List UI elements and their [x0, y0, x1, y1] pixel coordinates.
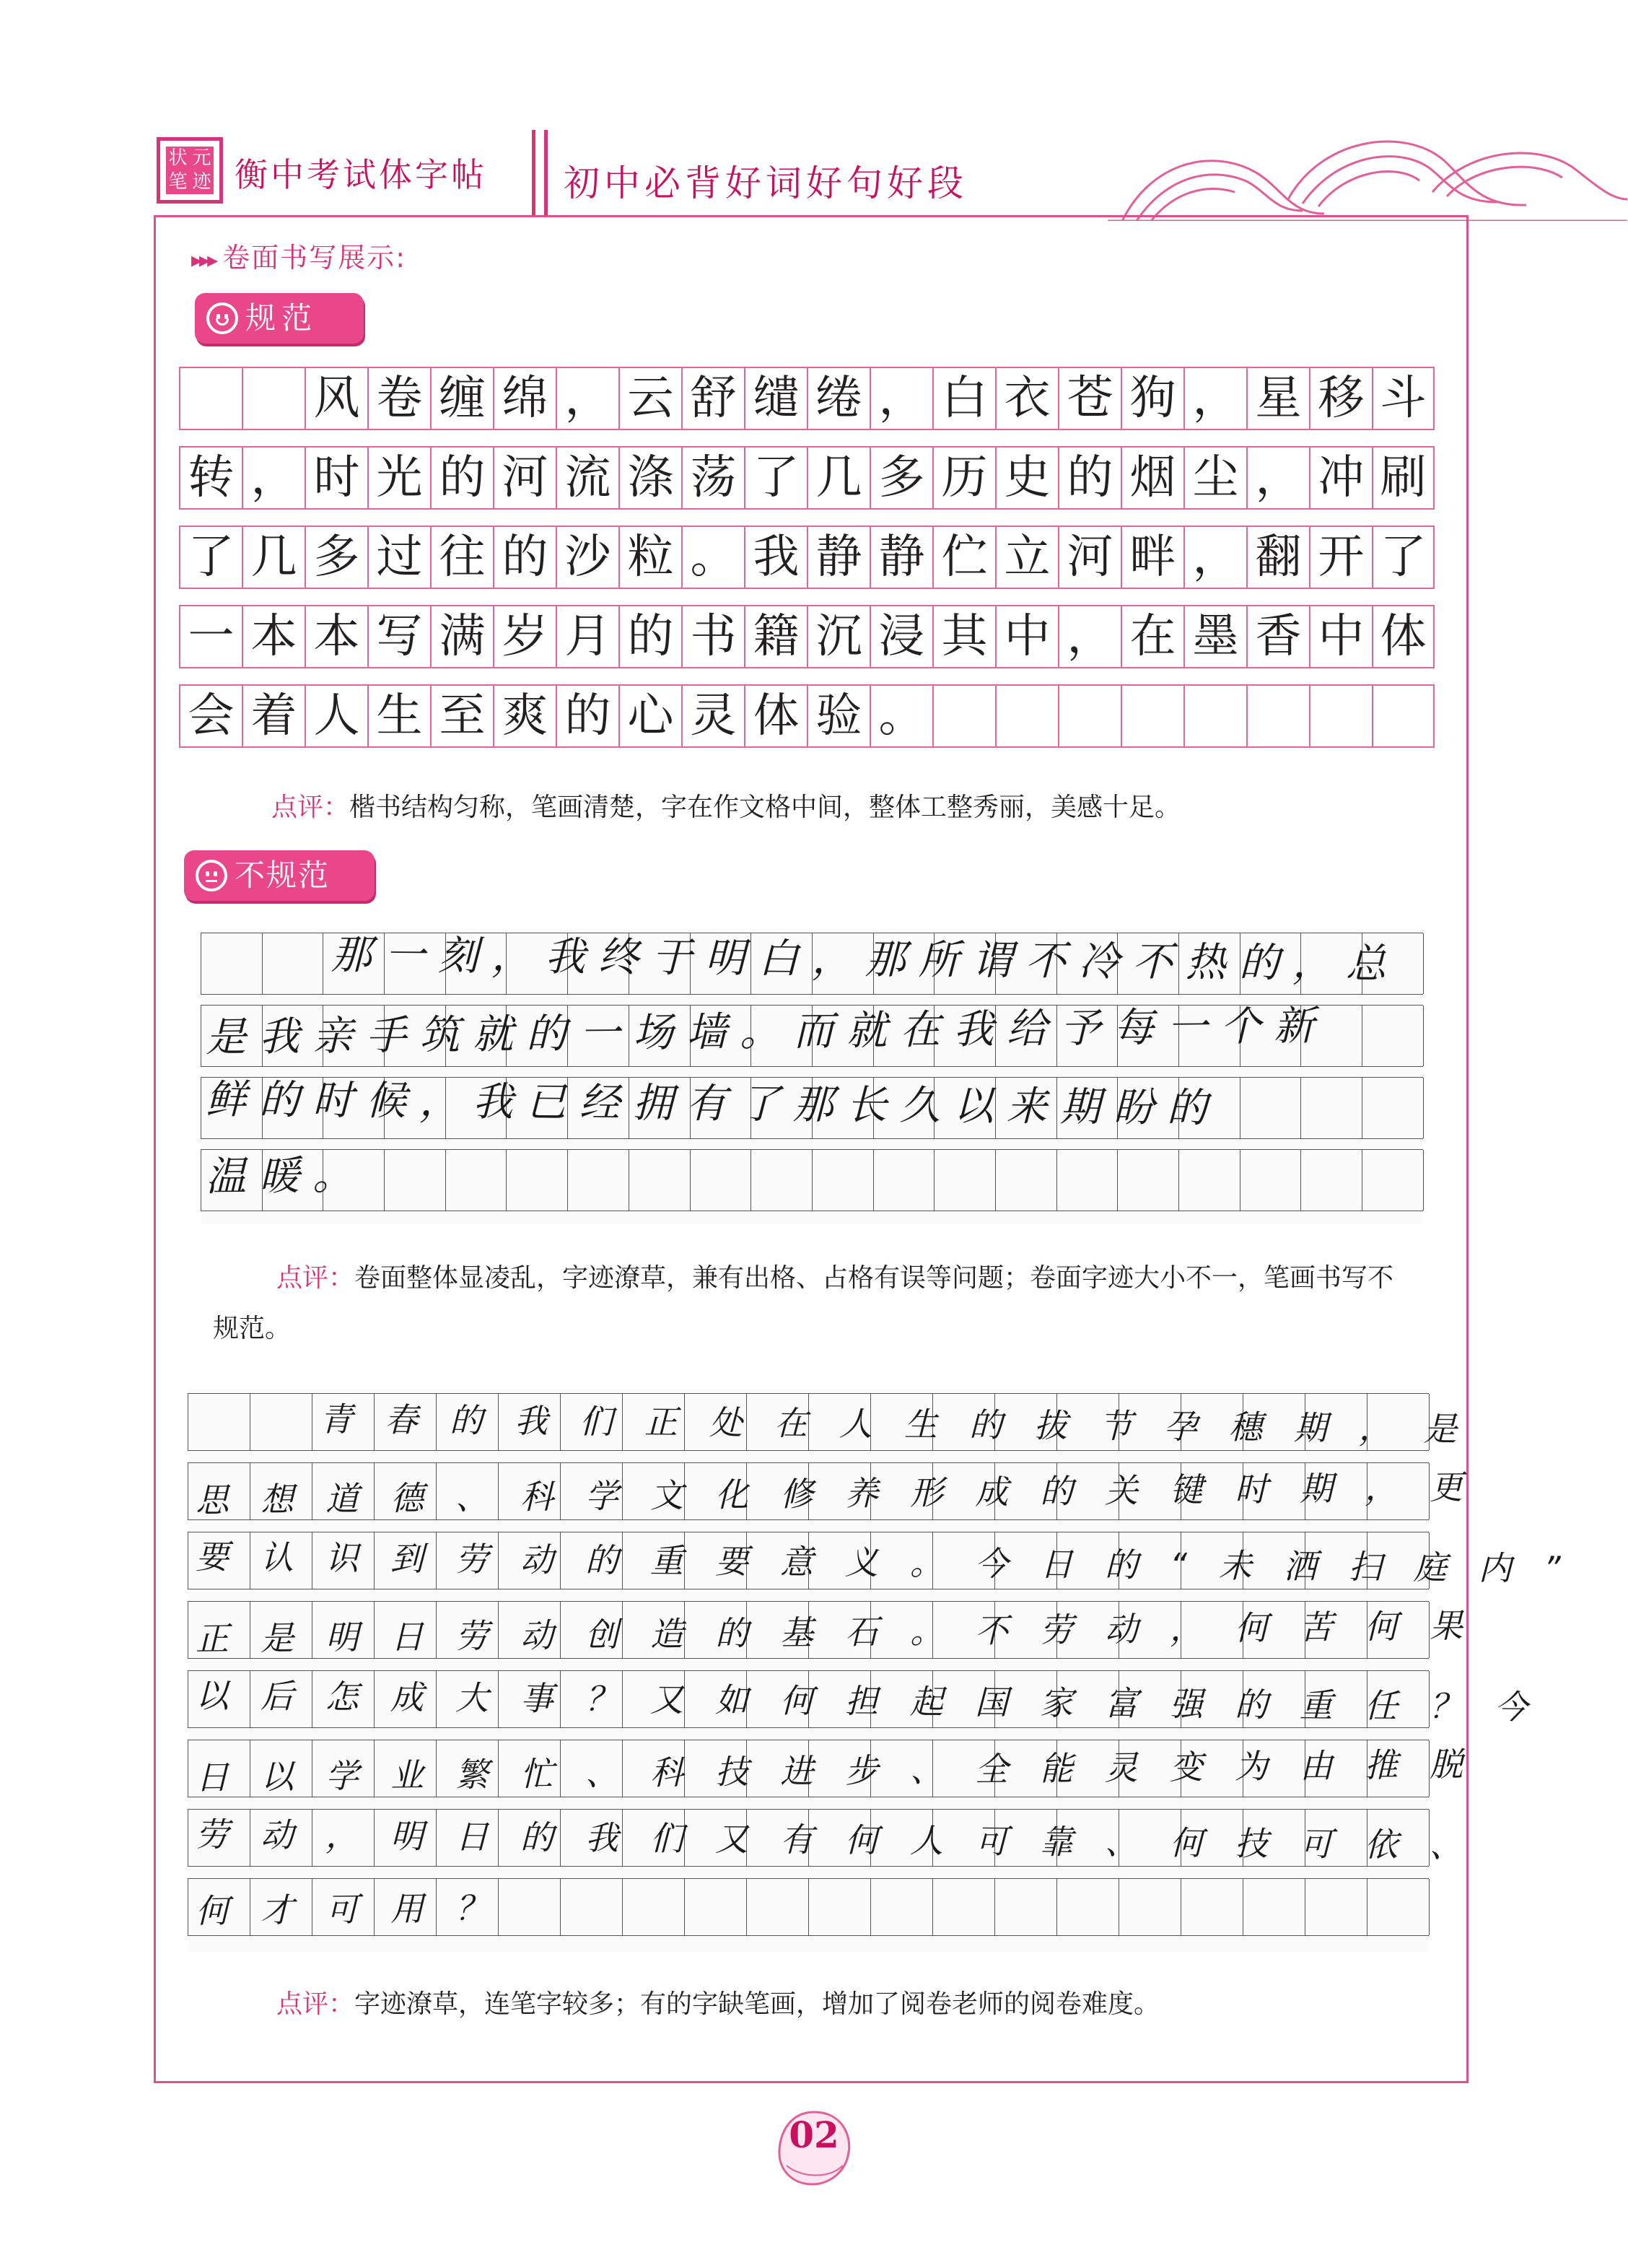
grid-cell: [568, 1150, 629, 1211]
grid-cell: 移: [1309, 367, 1372, 430]
good-example-comment: [271, 787, 1498, 824]
grid-cell: 白: [932, 367, 995, 430]
comment-label: 点评：: [271, 793, 350, 822]
grid-cell: 心: [618, 684, 681, 748]
arrow-bullets-icon: ▸▸▸: [191, 248, 216, 273]
grid-cell: 卷: [367, 367, 430, 430]
grid-cell: [250, 1394, 312, 1450]
grid-cell: 浸: [870, 605, 932, 668]
grid-cell: 河: [493, 446, 556, 510]
grid-cell: 体: [744, 684, 807, 748]
page-number-badge: [771, 2108, 857, 2189]
grid-cell: [996, 1150, 1057, 1211]
grid-cell: 中: [1309, 605, 1372, 668]
handwriting-row: [188, 1532, 1593, 1589]
grid-cell: 刷: [1372, 446, 1435, 510]
grid-cell: 星: [1246, 367, 1309, 430]
grid-cell: 伫: [932, 525, 995, 589]
grid-cell: ，: [556, 367, 618, 430]
grid-row: [179, 684, 1435, 748]
grid-cell: 着: [242, 684, 305, 748]
handwriting-row: [201, 933, 1423, 995]
grid-cell: [871, 1879, 933, 1935]
bad-example-comment-1: [213, 1253, 1404, 1354]
grid-cell: 翻: [1246, 525, 1309, 589]
grid-cell: [874, 1150, 935, 1211]
brand-logo: [157, 137, 223, 204]
comment-text: 楷书结构匀称，笔画清楚，字在作文格中间，整体工整秀丽，美感十足。: [349, 793, 1181, 822]
grid-cell: 其: [932, 605, 995, 668]
grid-cell: [933, 1879, 995, 1935]
grid-cell: [1057, 1150, 1119, 1211]
grid-row: [179, 525, 1435, 589]
grid-cell: 了: [1372, 525, 1435, 589]
grid-cell: 几: [807, 446, 870, 510]
header-divider: [532, 130, 548, 217]
handwriting-text: 日以学业繁忙、科技进步、全能灵变为由推脱: [195, 1744, 1495, 1797]
grid-cell: 人: [305, 684, 367, 748]
grid-cell: 。: [681, 525, 744, 589]
grid-cell: 体: [1372, 605, 1435, 668]
handwriting-text: 劳动，明日的我们又有何人可靠、何技可依、: [195, 1815, 1495, 1865]
handwriting-row: [188, 1740, 1495, 1797]
grid-cell: [1121, 684, 1183, 748]
grid-cell: [1246, 684, 1309, 748]
grid-cell: 往: [430, 525, 493, 589]
grid-cell: 史: [995, 446, 1058, 510]
grid-cell: 的: [556, 684, 618, 748]
grid-cell: [685, 1879, 747, 1935]
grid-cell: [507, 1150, 568, 1211]
grid-cell: 转: [179, 446, 242, 510]
bad-example-label-text: 不规范: [235, 858, 331, 893]
grid-cell: 的: [618, 605, 681, 668]
grid-cell: 生: [367, 684, 430, 748]
grid-cell: 苍: [1058, 367, 1121, 430]
grid-cell: 岁: [493, 605, 556, 668]
grid-cell: 静: [870, 525, 932, 589]
grid-cell: 一: [179, 605, 242, 668]
handwriting-row: [188, 1878, 1429, 1936]
grid-row: [179, 605, 1435, 668]
grid-cell: [1367, 1879, 1430, 1935]
handwriting-row: [188, 1462, 1495, 1520]
grid-cell: ，: [242, 446, 305, 510]
grid-cell: 写: [367, 605, 430, 668]
logo-char: 迹: [192, 171, 211, 193]
grid-cell: [201, 933, 263, 994]
grid-cell: [751, 1150, 813, 1211]
grid-cell: 尘: [1183, 446, 1246, 510]
grid-cell: [1179, 1150, 1240, 1211]
wave-ornament-icon: [1108, 120, 1627, 221]
grid-cell: 了: [179, 525, 242, 589]
grid-cell: 历: [932, 446, 995, 510]
grid-cell: 验: [807, 684, 870, 748]
grid-cell: [1058, 684, 1121, 748]
grid-cell: 月: [556, 605, 618, 668]
grid-cell: 的: [1058, 446, 1121, 510]
handwriting-text: 正是明日劳动创造的基石。不劳动，何苦何果: [195, 1605, 1495, 1659]
grid-cell: 绵: [493, 367, 556, 430]
grid-cell: [1301, 1078, 1362, 1138]
grid-cell: 开: [1309, 525, 1372, 589]
grid-cell: [188, 1394, 250, 1450]
grid-cell: 本: [305, 605, 367, 668]
grid-cell: 缱: [744, 367, 807, 430]
grid-cell: [623, 1879, 685, 1935]
grid-cell: 籍: [744, 605, 807, 668]
grid-cell: 了: [744, 446, 807, 510]
handwriting-sample-1: [201, 928, 1423, 1224]
grid-cell: 舒: [681, 367, 744, 430]
handwriting-text: 鲜的时候，我已经拥有了那长久以来期盼的: [205, 1076, 1221, 1133]
page-header: [148, 123, 1627, 217]
grid-cell: [1183, 684, 1246, 748]
grid-cell: [1243, 1879, 1305, 1935]
grid-cell: 狗: [1121, 367, 1183, 430]
grid-cell: [932, 684, 995, 748]
handwriting-text: 何才可用？: [195, 1888, 521, 1931]
handwriting-row: [188, 1393, 1489, 1451]
grid-row: [179, 367, 1435, 430]
comment-label: 点评：: [276, 1989, 355, 2019]
grid-cell: 静: [807, 525, 870, 589]
grid-cell: 过: [367, 525, 430, 589]
handwriting-row: [201, 1149, 1423, 1211]
grid-cell: 光: [367, 446, 430, 510]
grid-cell: 书: [681, 605, 744, 668]
grid-cell: [385, 1150, 446, 1211]
book-name: 衡中考试体字帖: [235, 155, 487, 194]
grid-cell: [629, 1150, 691, 1211]
bad-example-comment-2: [213, 1979, 1404, 2030]
neutral-face-icon: [196, 860, 227, 891]
grid-cell: 风: [305, 367, 367, 430]
grid-cell: 香: [1246, 605, 1309, 668]
handwriting-row: [188, 1809, 1495, 1867]
grid-cell: [1118, 1150, 1179, 1211]
grid-cell: [809, 1879, 871, 1935]
grid-cell: [813, 1150, 874, 1211]
grid-cell: 沙: [556, 525, 618, 589]
grid-cell: [1362, 1006, 1424, 1066]
comment-text: 字迹潦草，连笔字较多；有的字缺笔画，增加了阅卷老师的阅卷难度。: [354, 1989, 1160, 2019]
grid-cell: 云: [618, 367, 681, 430]
grid-cell: [1057, 1879, 1119, 1935]
grid-cell: 缠: [430, 367, 493, 430]
neat-writing-grid: [179, 367, 1435, 764]
logo-char: 元: [192, 147, 211, 169]
grid-cell: [1119, 1879, 1181, 1935]
section-heading-text: 卷面书写展示:: [222, 242, 406, 274]
grid-cell: 时: [305, 446, 367, 510]
grid-cell: 会: [179, 684, 242, 748]
grid-cell: [1240, 1150, 1302, 1211]
grid-cell: 流: [556, 446, 618, 510]
section-heading: [191, 235, 406, 275]
grid-cell: ，: [1183, 525, 1246, 589]
grid-cell: [935, 1150, 996, 1211]
grid-cell: ，: [1058, 605, 1121, 668]
grid-cell: [179, 367, 242, 430]
good-example-label-text: 规范: [245, 300, 318, 336]
page-number: 02: [789, 2114, 839, 2156]
logo-char: 笔: [168, 171, 188, 193]
grid-cell: 烟: [1121, 446, 1183, 510]
grid-cell: 满: [430, 605, 493, 668]
grid-cell: [1362, 1078, 1424, 1138]
grid-cell: 的: [493, 525, 556, 589]
grid-cell: ，: [1183, 367, 1246, 430]
comment-label: 点评：: [276, 1263, 355, 1293]
grid-cell: 我: [744, 525, 807, 589]
grid-cell: [1309, 684, 1372, 748]
grid-cell: 河: [1058, 525, 1121, 589]
grid-cell: 粒: [618, 525, 681, 589]
chapter-title: 初中必背好词好句好段: [564, 162, 968, 204]
grid-cell: [446, 1150, 507, 1211]
grid-cell: [1301, 1150, 1362, 1211]
grid-cell: ，: [1246, 446, 1309, 510]
logo-seal: [166, 147, 214, 194]
grid-cell: 几: [242, 525, 305, 589]
grid-cell: [1305, 1879, 1367, 1935]
handwriting-row: [201, 1077, 1423, 1139]
grid-cell: [747, 1879, 809, 1935]
grid-cell: 荡: [681, 446, 744, 510]
grid-cell: 立: [995, 525, 1058, 589]
grid-cell: 的: [430, 446, 493, 510]
grid-cell: 本: [242, 605, 305, 668]
grid-cell: 畔: [1121, 525, 1183, 589]
grid-cell: 多: [305, 525, 367, 589]
good-example-label: [195, 293, 364, 344]
grid-cell: [995, 1879, 1057, 1935]
grid-cell: 斗: [1372, 367, 1435, 430]
handwriting-row: [201, 1002, 1423, 1067]
grid-cell: 在: [1121, 605, 1183, 668]
bad-example-label: [184, 850, 375, 901]
grid-cell: 冲: [1309, 446, 1372, 510]
handwriting-text: 青春的我们正处在人生的拔节孕穗期，是: [319, 1399, 1489, 1449]
logo-char: 状: [168, 147, 188, 169]
handwriting-text: 温暖。: [205, 1151, 367, 1201]
grid-cell: 爽: [493, 684, 556, 748]
grid-cell: [263, 933, 324, 994]
smile-icon: [206, 302, 238, 334]
handwriting-row: [188, 1601, 1495, 1659]
grid-cell: [1240, 1078, 1302, 1138]
grid-row: [179, 446, 1435, 510]
grid-cell: 衣: [995, 367, 1058, 430]
handwriting-text: 要认识到劳动的重要意义。今日的“未洒扫庭内”: [195, 1537, 1593, 1589]
handwriting-text: 思想道德、科学文化修养形成的关键时期，更: [195, 1467, 1495, 1520]
grid-cell: [1362, 1150, 1424, 1211]
grid-cell: [242, 367, 305, 430]
grid-cell: [995, 684, 1058, 748]
grid-cell: ，: [870, 367, 932, 430]
handwriting-row: [188, 1670, 1560, 1728]
grid-cell: 涤: [618, 446, 681, 510]
grid-cell: 至: [430, 684, 493, 748]
grid-cell: 墨: [1183, 605, 1246, 668]
handwriting-text: 是我亲手筑就的一场墙。而就在我给予每一个新: [205, 1002, 1328, 1062]
grid-cell: 多: [870, 446, 932, 510]
grid-cell: [561, 1879, 623, 1935]
grid-cell: [1181, 1879, 1243, 1935]
grid-cell: 绻: [807, 367, 870, 430]
grid-cell: [691, 1150, 752, 1211]
comment-text: 卷面整体显凌乱，字迹潦草，兼有出格、占格有误等问题；卷面字迹大小不一，笔画书写不规范。: [213, 1263, 1394, 1343]
handwriting-text: 以后怎成大事？又如何担起国家富强的重任？今: [195, 1675, 1560, 1727]
handwriting-sample-2: [188, 1389, 1593, 1952]
grid-cell: 灵: [681, 684, 744, 748]
grid-cell: 沉: [807, 605, 870, 668]
handwriting-text: 那一刻，我终于明白，那所谓不冷不热的，总: [331, 931, 1400, 988]
grid-cell: 。: [870, 684, 932, 748]
grid-cell: [1372, 684, 1435, 748]
grid-cell: 中: [995, 605, 1058, 668]
